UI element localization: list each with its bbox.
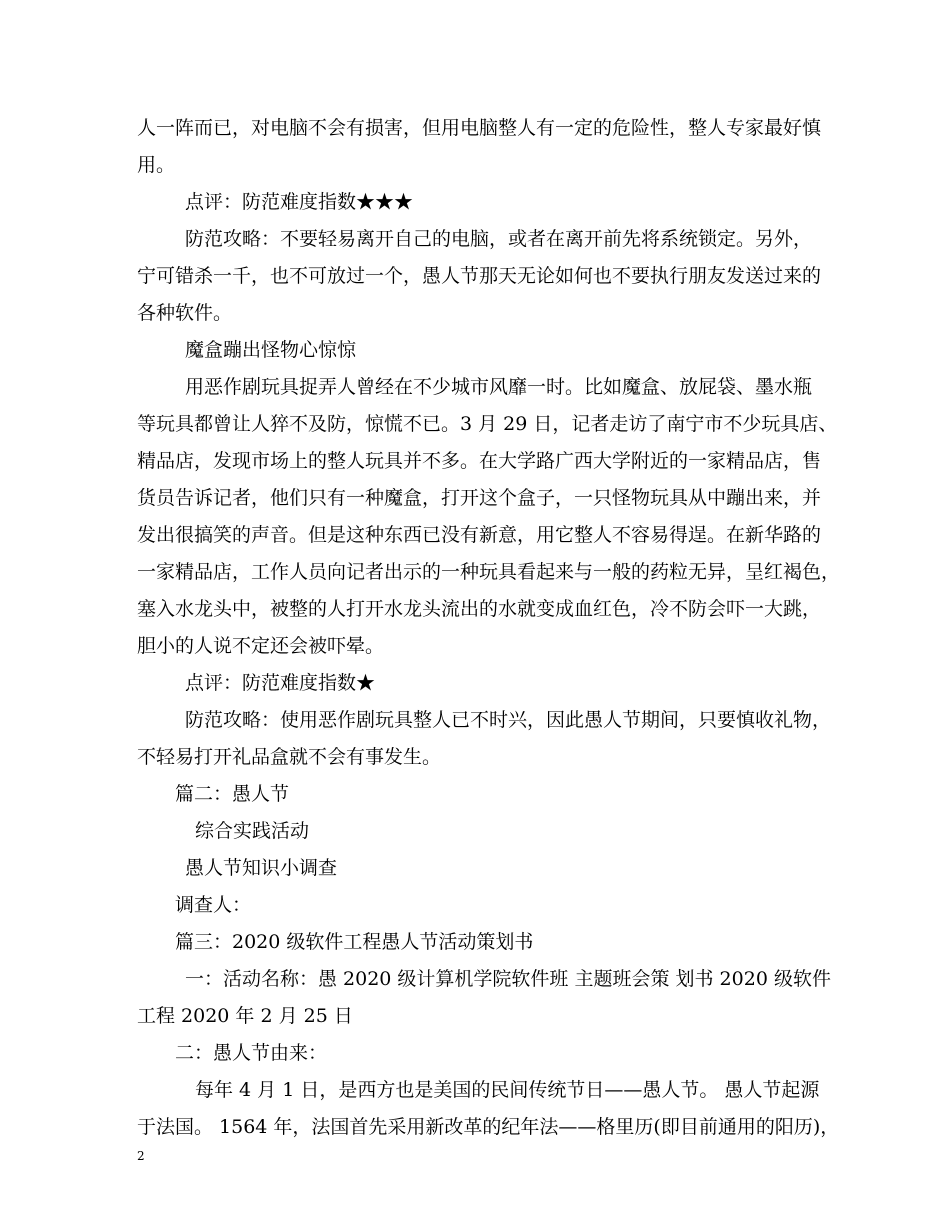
text-line: 用恶作剧玩具捉弄人曾经在不少城市风靡一时。比如魔盒、放屁袋、墨水瓶 xyxy=(185,376,813,398)
text-line: 防范攻略：不要轻易离开自己的电脑，或者在离开前先将系统锁定。另外， xyxy=(185,228,813,250)
text-line: 不轻易打开礼品盒就不会有事发生。 xyxy=(137,746,442,768)
text-line: 每年 4 月 1 日，是西方也是美国的民间传统节日——愚人节。 愚人节起源 xyxy=(195,1079,820,1101)
section-heading: 篇三：2020 级软件工程愚人节活动策划书 xyxy=(175,931,534,953)
text-line: 胆小的人说不定还会被吓晕。 xyxy=(137,635,385,657)
text-line: 防范攻略：使用恶作剧玩具整人已不时兴，因此愚人节期间，只要慎收礼物， xyxy=(185,709,832,731)
text-line: 调查人： xyxy=(175,894,252,916)
section-heading: 魔盒蹦出怪物心惊惊 xyxy=(185,339,357,361)
text-line: 于法国。 1564 年，法国首先采用新改革的纪年法——格里历(即目前通用的阳历)， xyxy=(137,1116,840,1138)
text-line: 塞入水龙头中，被整的人打开水龙头流出的水就变成血红色，冷不防会吓一大跳， xyxy=(137,598,822,620)
text-line: 用。 xyxy=(137,154,176,176)
text-line: 精品店，发现市场上的整人玩具并不多。在大学路广西大学附近的一家精品店，售 xyxy=(137,450,822,472)
text-line: 宁可错杀一千，也不可放过一个，愚人节那天无论如何也不要执行朋友发送过来的 xyxy=(137,265,822,287)
text-line: 一：活动名称：愚 2020 级计算机学院软件班 主题班会策 划书 2020 级软件 xyxy=(185,968,831,990)
text-line: 点评：防范难度指数★★★ xyxy=(185,191,414,213)
text-line: 综合实践活动 xyxy=(195,820,310,842)
text-line: 一家精品店，工作人员向记者出示的一种玩具看起来与一般的药粒无异，呈红褐色， xyxy=(137,561,841,583)
section-heading: 二：愚人节由来： xyxy=(175,1042,328,1064)
text-line: 工程 2020 年 2 月 25 日 xyxy=(137,1005,353,1027)
page-number: 2 xyxy=(137,1149,145,1163)
section-heading: 篇二：愚人节 xyxy=(175,783,290,805)
text-line: 愚人节知识小调查 xyxy=(185,857,338,879)
text-line: 点评：防范难度指数★ xyxy=(185,672,376,694)
text-line: 等玩具都曾让人猝不及防，惊慌不已。3 月 29 日，记者走访了南宁市不少玩具店、 xyxy=(137,413,838,435)
text-line: 人一阵而已，对电脑不会有损害，但用电脑整人有一定的危险性，整人专家最好慎 xyxy=(137,117,822,139)
text-line: 货员告诉记者，他们只有一种魔盒，打开这个盒子，一只怪物玩具从中蹦出来，并 xyxy=(137,487,822,509)
text-line: 各种软件。 xyxy=(137,302,233,324)
text-line: 发出很搞笑的声音。但是这种东西已没有新意，用它整人不容易得逞。在新华路的 xyxy=(137,524,822,546)
